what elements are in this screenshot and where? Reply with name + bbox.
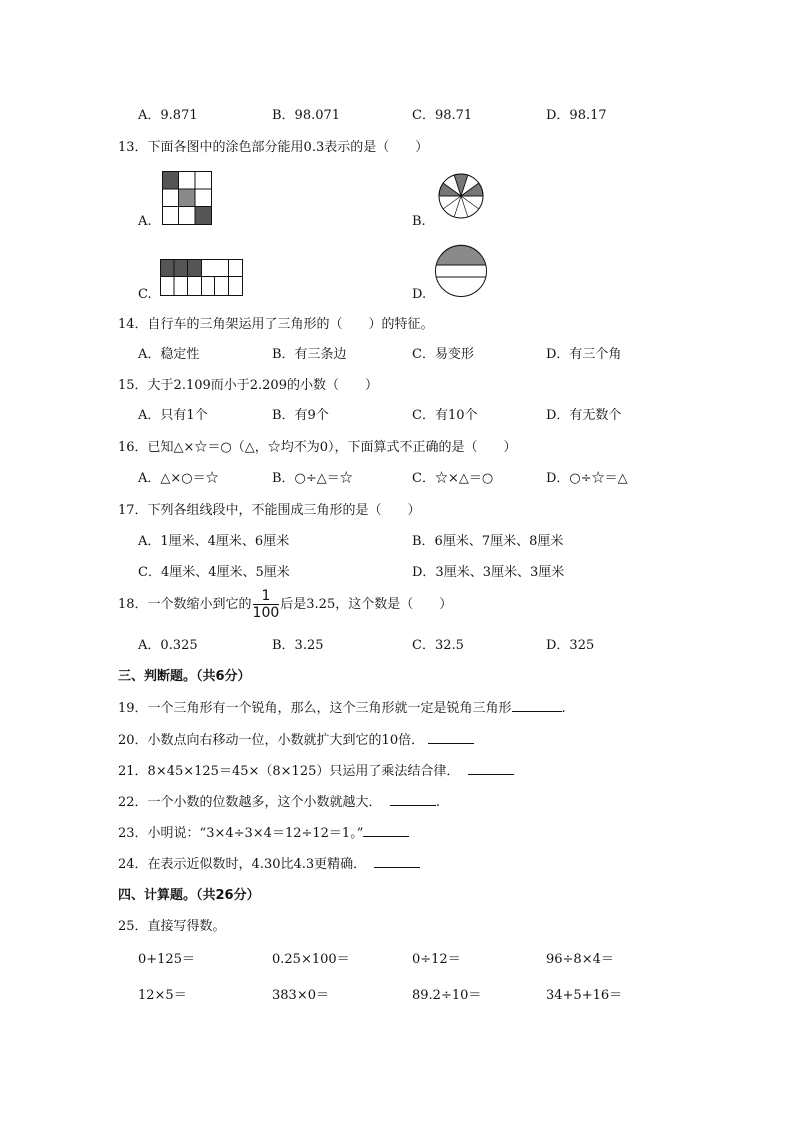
q14-option-d: D．有三个角	[546, 347, 622, 362]
q12-option-d: D．98.17	[546, 108, 607, 123]
q18-option-d: D．325	[546, 638, 595, 653]
q14-option-b: B．有三条边	[272, 347, 347, 362]
q25-item: 96÷8×4＝	[546, 952, 614, 967]
q25-item: 0÷12＝	[412, 952, 461, 967]
q18-stem	[118, 588, 452, 621]
q23-text: 23．小明说：“3×4÷3×4＝12÷12＝1。”	[118, 826, 364, 841]
q19-tail: .	[561, 701, 566, 716]
q18-stem-after: 后是3.25，这个数是（ ）	[280, 597, 453, 612]
q17-option-a: A．1厘米、4厘米、6厘米	[138, 534, 290, 549]
q25-item: 0+125＝	[138, 952, 195, 967]
q21-answer-blank[interactable]	[468, 762, 514, 775]
q13-label-d: D.	[412, 287, 427, 302]
q22-text: 22．一个小数的位数越多，这个小数就越大．	[118, 795, 382, 810]
q12-option-a: A．9.871	[138, 108, 198, 123]
figure-c-grid	[160, 258, 245, 298]
q18-option-c: C．32.5	[412, 638, 464, 653]
q14-stem: 14．自行车的三角架运用了三角形的（ ）的特征。	[118, 317, 434, 332]
q12-option-c: C．98.71	[412, 108, 473, 123]
q16-option-a: A．△×○＝☆	[138, 471, 219, 486]
q15-option-b: B．有9个	[272, 408, 329, 423]
q25-item: 89.2÷10＝	[412, 988, 482, 1003]
q18-fraction	[253, 588, 280, 621]
section-3-title: 三、判断题。（共6分）	[118, 669, 251, 684]
q18-fraction-denominator: 100	[252, 605, 280, 621]
figure-d-circle	[432, 242, 490, 300]
q18-stem-before: 18．一个数缩小到它的	[118, 597, 252, 612]
q15-option-c: C．有10个	[412, 408, 478, 423]
q23	[118, 822, 409, 841]
q17-option-d: D．3厘米、3厘米、3厘米	[412, 565, 565, 580]
q22	[118, 791, 440, 810]
q21	[118, 760, 514, 779]
q17-option-b: B．6厘米、7厘米、8厘米	[412, 534, 564, 549]
q15-option-d: D．有无数个	[546, 408, 622, 423]
q24-text: 24．在表示近似数时，4.30比4.3更精确．	[118, 857, 367, 872]
q18-option-a: A．0.325	[138, 638, 198, 653]
q16-stem: 16．已知△×☆＝○（△，☆均不为0），下面算式不正确的是（ ）	[118, 440, 517, 455]
q19-text: 19．一个三角形有一个锐角，那么，这个三角形就一定是锐角三角形	[118, 701, 512, 716]
q25-stem: 25．直接写得数。	[118, 919, 226, 934]
q16-option-b: B．○÷△＝☆	[272, 471, 353, 486]
section-4-title: 四、计算题。（共26分）	[118, 888, 260, 903]
q16-option-d: D．○÷☆＝△	[546, 471, 628, 486]
q17-option-c: C．4厘米、4厘米、5厘米	[138, 565, 290, 580]
q22-answer-blank[interactable]	[390, 793, 436, 806]
q21-text: 21．8×45×125＝45×（8×125）只运用了乘法结合律．	[118, 764, 460, 779]
q14-option-c: C．易变形	[412, 347, 474, 362]
q19-answer-blank[interactable]	[512, 699, 562, 712]
q23-answer-blank[interactable]	[363, 824, 409, 837]
q15-option-a: A．只有1个	[138, 408, 208, 423]
figure-b-pie	[433, 168, 489, 224]
q12-option-b: B．98.071	[272, 108, 341, 123]
q20-text: 20．小数点向右移动一位，小数就扩大到它的10倍．	[118, 733, 425, 748]
q25-item: 34+5+16＝	[546, 988, 623, 1003]
q25-item: 0.25×100＝	[272, 952, 350, 967]
q24-answer-blank[interactable]	[374, 855, 420, 868]
q13-stem: 13．下面各图中的涂色部分能用0.3表示的是（ ）	[118, 140, 429, 155]
q13-label-b: B.	[412, 214, 426, 229]
q20-answer-blank[interactable]	[428, 731, 474, 744]
q25-item: 12×5＝	[138, 988, 187, 1003]
figure-a-grid	[162, 171, 212, 225]
q13-label-c: C.	[138, 287, 152, 302]
q22-tail: .	[435, 795, 440, 810]
q13-label-a: A.	[138, 214, 152, 229]
q18-fraction-numerator: 1	[253, 588, 280, 605]
q19	[118, 697, 566, 716]
q14-option-a: A．稳定性	[138, 347, 200, 362]
q16-option-c: C．☆×△＝○	[412, 471, 494, 486]
q25-item: 383×0＝	[272, 988, 329, 1003]
q20	[118, 729, 474, 748]
q18-option-b: B．3.25	[272, 638, 324, 653]
q17-stem: 17．下列各组线段中，不能围成三角形的是（ ）	[118, 503, 421, 518]
q15-stem: 15．大于2.109而小于2.209的小数（ ）	[118, 378, 378, 393]
q24	[118, 853, 420, 872]
